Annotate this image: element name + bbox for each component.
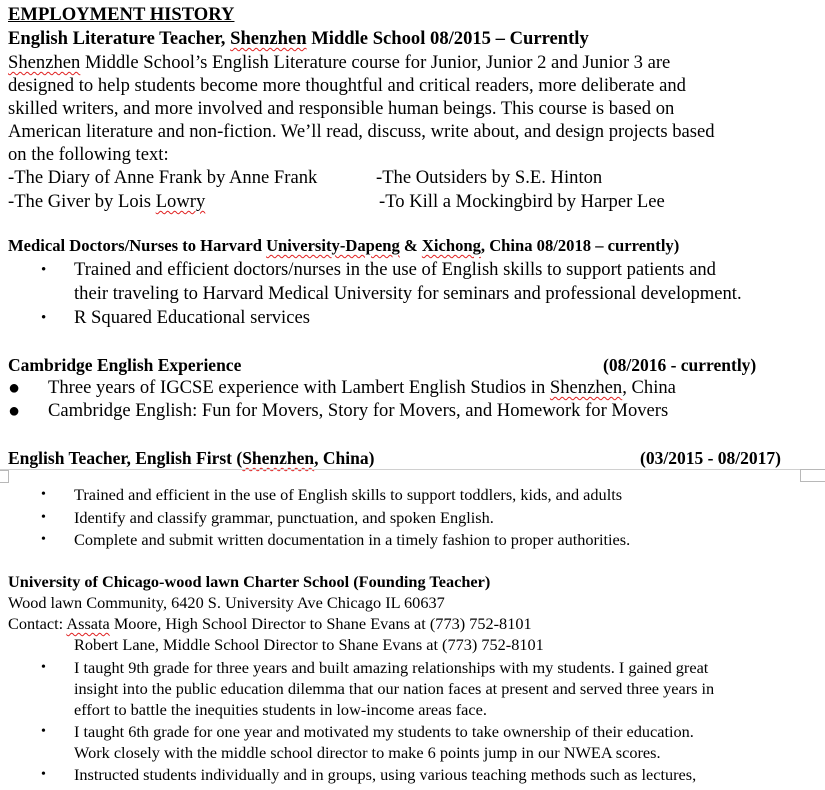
job2-title: [8, 235, 679, 257]
contact-label: Contact:: [8, 614, 67, 633]
bullet-icon: •: [41, 310, 47, 326]
table-gridline: [0, 469, 825, 470]
spell-flag: University-Dapeng: [266, 236, 400, 255]
job2-bullet-text: R Squared Educational services: [74, 307, 310, 328]
job1-paragraph-line: [8, 52, 670, 74]
job5-contact-line: Robert Lane, Middle School Director to Shane Evans at (773) 752-8101: [74, 635, 544, 654]
job4-title-post: , China): [314, 448, 375, 468]
job2-bullet-text: Trained and efficient doctors/nurses in the use of English skills to support patients and: [74, 259, 716, 280]
bullet-icon: •: [41, 660, 46, 675]
job3-bullet-text: [48, 377, 676, 399]
job4-title: [8, 447, 374, 469]
spell-flag: Shenzhen: [230, 28, 307, 49]
book-item-text: -The Giver by Lois: [8, 191, 156, 212]
job5-bullet-text: insight into the public education dilemma that our nation faces at present and served three years in: [74, 679, 715, 698]
job5-bullet-text: I taught 6th grade for one year and motivated my students to take ownership of their education.: [74, 722, 694, 741]
contact1-rest: Moore, High School Director to Shane Evans at (773) 752-8101: [109, 614, 532, 633]
job2-title-mid: &: [399, 236, 422, 255]
job4-bullet-text: Trained and efficient in the use of English skills to support toddlers, kids, and adults: [74, 485, 623, 504]
bullet-icon: •: [41, 767, 46, 782]
job2-bullet-text: their traveling to Harvard Medical University for seminars and professional development.: [74, 283, 742, 304]
job3-bullet-post: , China: [622, 377, 676, 398]
spell-flag: Shenzhen: [549, 377, 623, 398]
spell-flag: Lowry: [155, 191, 206, 212]
job1-paragraph-line: on the following text:: [8, 144, 169, 165]
job5-bullet-text: Work closely with the middle school director to make 6 points jump in our NWEA scores.: [74, 743, 661, 762]
job1-paragraph-line: skilled writers, and more involved and responsible human beings. This course is based on: [8, 98, 675, 119]
job1-paragraph-line: American literature and non-fiction. We’ll read, discuss, write about, and design projects based: [8, 121, 715, 142]
bullet-icon: ●: [8, 377, 21, 399]
job4-dates: (03/2015 - 08/2017): [640, 448, 781, 468]
bullet-icon: •: [41, 510, 46, 525]
job3-bullet-text: Cambridge English: Fun for Movers, Story for Movers, and Homework for Movers: [48, 400, 669, 421]
job1-title-post: Middle School 08/2015 – Currently: [306, 28, 589, 49]
section-heading-employment-history: EMPLOYMENT HISTORY: [8, 4, 235, 25]
job5-contact-line: [8, 613, 532, 635]
job3-dates: (08/2016 - currently): [603, 355, 757, 375]
book-item: -The Diary of Anne Frank by Anne Frank: [8, 167, 318, 188]
job5-title: University of Chicago-wood lawn Charter School (Founding Teacher): [8, 572, 491, 591]
job5-bullet-text: Instructed students individually and in groups, using various teaching methods such as lectures,: [74, 765, 697, 784]
job1-line1-rest: Middle School’s English Literature course for Junior, Junior 2 and Junior 3 are: [80, 52, 671, 73]
spell-flag: Xichong: [421, 236, 481, 255]
job5-bullet-text: I taught 9th grade for three years and built amazing relationships with my students. I gained great: [74, 658, 709, 677]
book-item: -The Outsiders by S.E. Hinton: [376, 167, 603, 188]
job5-address: Wood lawn Community, 6420 S. University Ave Chicago IL 60637: [8, 593, 445, 612]
spell-flag: Shenzhen: [242, 448, 315, 468]
spell-flag: Assata: [66, 614, 110, 633]
bullet-icon: ●: [8, 400, 21, 422]
job3-title: Cambridge English Experience: [8, 355, 242, 375]
table-cell-marker: [800, 469, 825, 482]
book-item: -To Kill a Mockingbird by Harper Lee: [379, 191, 665, 212]
job3-bullet-pre: Three years of IGCSE experience with Lambert English Studios in: [48, 377, 550, 398]
bullet-icon: •: [41, 724, 46, 739]
job4-title-pre: English Teacher, English First (: [8, 448, 243, 468]
book-item: [8, 191, 205, 213]
bullet-icon: •: [41, 532, 46, 547]
bullet-icon: •: [41, 487, 46, 502]
job4-bullet-text: Identify and classify grammar, punctuation, and spoken English.: [74, 508, 494, 527]
job4-bullet-text: Complete and submit written documentation in a timely fashion to proper authorities.: [74, 530, 631, 549]
job1-title-pre: English Literature Teacher,: [8, 28, 231, 49]
job2-title-post: , China 08/2018 – currently): [480, 236, 680, 255]
job2-title-pre: Medical Doctors/Nurses to Harvard: [8, 236, 267, 255]
job1-title: [8, 28, 589, 50]
bullet-icon: •: [41, 262, 47, 278]
spell-flag: Shenzhen: [8, 52, 81, 73]
job1-paragraph-line: designed to help students become more thoughtful and critical readers, more deliberate and: [8, 75, 686, 96]
table-cell-marker: [0, 470, 9, 483]
job5-bullet-text: effort to battle the inequities students in low-income areas face.: [74, 700, 487, 719]
